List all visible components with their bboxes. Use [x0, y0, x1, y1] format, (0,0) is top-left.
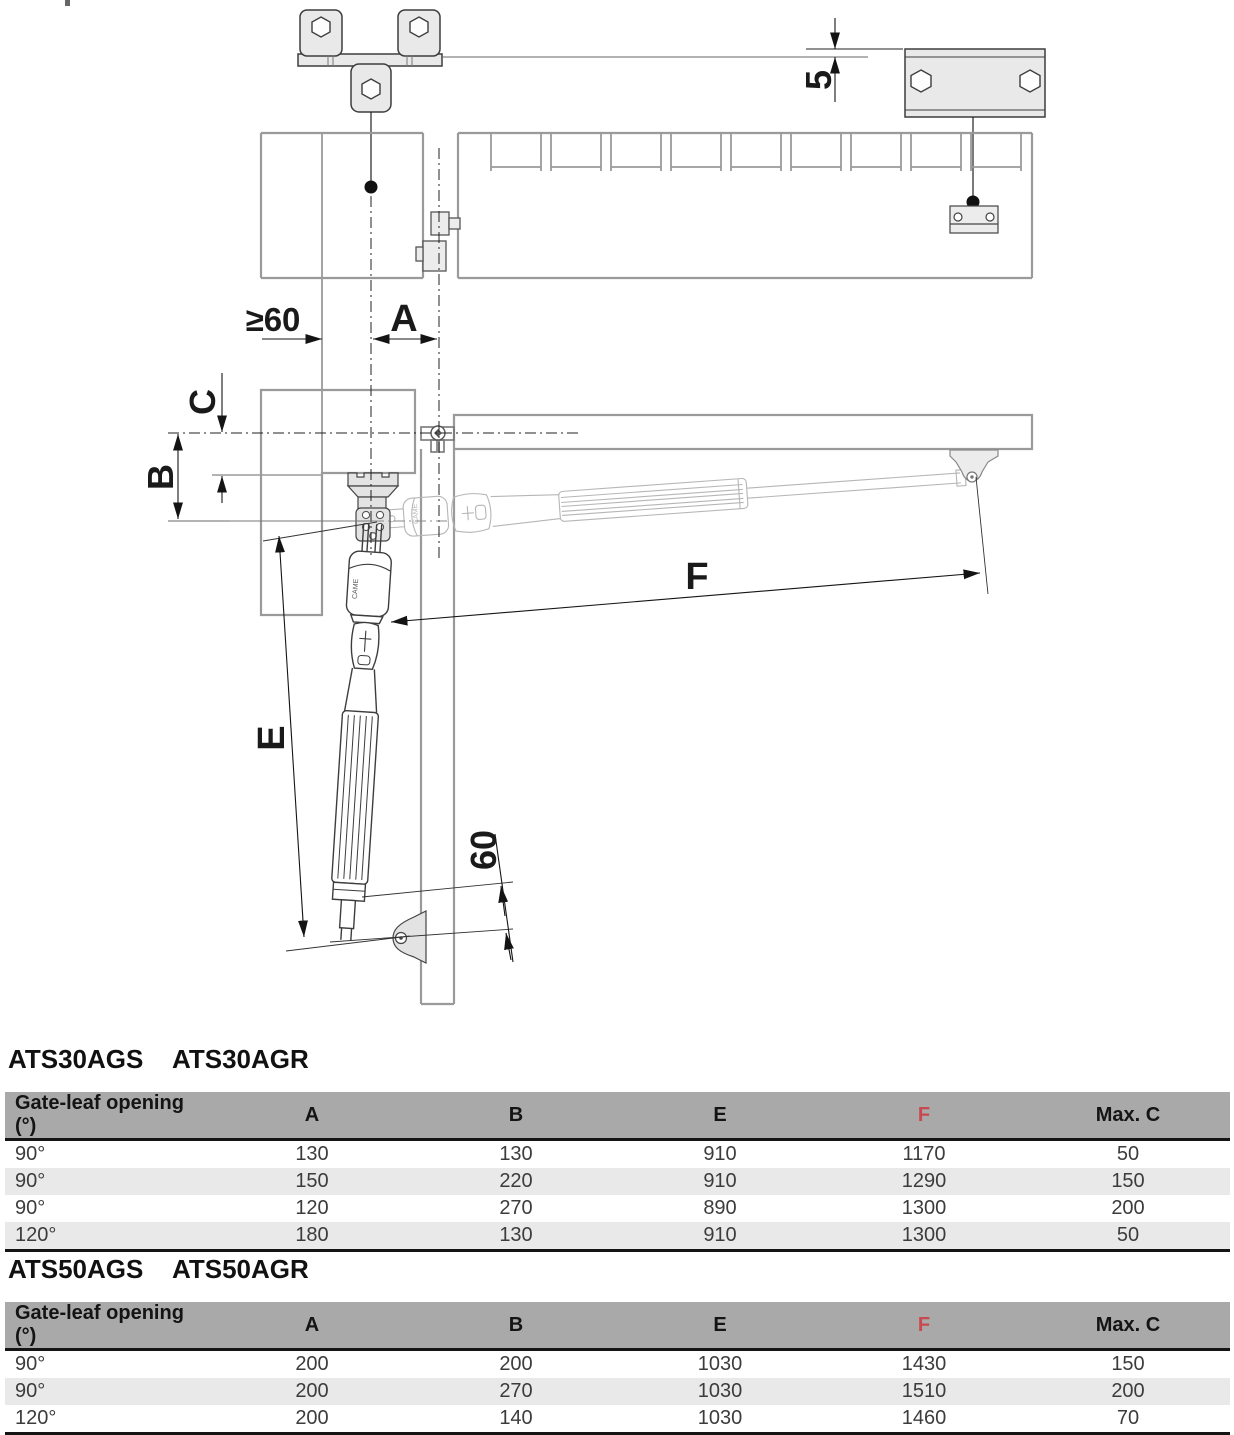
- model-heading-ats50: [8, 1254, 309, 1285]
- dim-label-e: E: [251, 725, 293, 751]
- col-max-c: Max. C: [1026, 1092, 1230, 1140]
- col-gate-leaf-opening: Gate-leaf opening (°): [5, 1302, 210, 1350]
- cell: 50: [1026, 1222, 1230, 1251]
- cell: 130: [414, 1222, 618, 1251]
- cell: 1030: [618, 1405, 822, 1434]
- rear-bracket-detail: [298, 10, 442, 112]
- table-row: [5, 1405, 1230, 1434]
- model-ats30ags: ATS30AGS: [8, 1044, 144, 1074]
- cell: 70: [1026, 1405, 1230, 1434]
- model-heading-ats30: [8, 1044, 309, 1075]
- dim-label-5: 5: [798, 69, 839, 91]
- spec-table-ats50: [5, 1302, 1230, 1435]
- cell: 200: [1111, 1197, 1145, 1219]
- dim-label-f: F: [685, 556, 709, 598]
- model-ats50ags: ATS50AGS: [8, 1254, 144, 1284]
- cell: 1300: [822, 1222, 1026, 1251]
- col-f: F: [822, 1092, 1026, 1140]
- dim-label-b: B: [140, 464, 181, 490]
- cell: 130: [295, 1143, 329, 1165]
- cell: 1290: [901, 1170, 947, 1192]
- table-row: [5, 1168, 1230, 1195]
- col-a: A: [210, 1302, 414, 1350]
- col-b: B: [414, 1092, 618, 1140]
- dim-label-60: 60: [463, 829, 504, 871]
- cell: 150: [1111, 1353, 1145, 1375]
- cell: 180: [210, 1222, 414, 1251]
- table-row: [5, 1195, 1230, 1222]
- cell: 910: [618, 1222, 822, 1251]
- gate-bracket-closed: [950, 450, 998, 482]
- cell: 150: [1111, 1170, 1145, 1192]
- dim-5: [798, 18, 839, 102]
- extension-lines: [168, 475, 988, 951]
- col-e: E: [618, 1302, 822, 1350]
- cell: 90°: [15, 1380, 46, 1402]
- col-b: B: [414, 1302, 618, 1350]
- dim-label-post-min: ≥60: [245, 301, 301, 338]
- post-bracket: [348, 473, 398, 541]
- brand-label-ghost: CAME: [411, 503, 421, 525]
- col-max-c: Max. C: [1026, 1302, 1230, 1350]
- spec-table-ats30: [5, 1092, 1230, 1252]
- cell: 220: [499, 1170, 533, 1192]
- col-f: F: [822, 1302, 1026, 1350]
- cell: 910: [703, 1170, 737, 1192]
- brand-label-open: CAME: [351, 578, 361, 600]
- col-gate-leaf-opening: Gate-leaf opening (°): [5, 1092, 210, 1140]
- cell: 200: [210, 1405, 414, 1434]
- cell: 200: [295, 1353, 329, 1375]
- edge-artifact: [65, 0, 70, 6]
- model-ats30agr: ATS30AGR: [172, 1044, 309, 1074]
- cell: 1430: [901, 1353, 947, 1375]
- cell: 1030: [697, 1353, 743, 1375]
- cell: 90°: [15, 1143, 46, 1165]
- cell: 120: [295, 1197, 329, 1219]
- cell: 890: [703, 1197, 737, 1219]
- table-row: [5, 1140, 1230, 1169]
- gate-pickets: [491, 133, 1021, 171]
- cell: 120°: [5, 1222, 210, 1251]
- cell: 270: [499, 1197, 533, 1219]
- table-header-row: [5, 1092, 1230, 1140]
- cell: 130: [499, 1143, 533, 1165]
- gate-plate-small: [950, 206, 998, 233]
- cell: 90°: [15, 1353, 46, 1375]
- table-row: [5, 1350, 1230, 1379]
- cell: 90°: [15, 1170, 46, 1192]
- leader-dot-left: [365, 181, 378, 194]
- cell: 1510: [901, 1380, 947, 1402]
- cell: 140: [414, 1405, 618, 1434]
- actuator-closed-ghost: [384, 458, 967, 538]
- table-row: [5, 1378, 1230, 1405]
- actuator-open: [325, 523, 394, 942]
- table-row: [5, 1222, 1230, 1251]
- col-a: A: [210, 1092, 414, 1140]
- cell: 1030: [697, 1380, 743, 1402]
- cell: 90°: [15, 1197, 46, 1219]
- cell: 910: [703, 1143, 737, 1165]
- cell: 200: [1111, 1380, 1145, 1402]
- col-e: E: [618, 1092, 822, 1140]
- dim-label-c: C: [182, 389, 223, 415]
- cell: 200: [295, 1380, 329, 1402]
- front-plate-detail: [905, 49, 1045, 117]
- cell: 120°: [5, 1405, 210, 1434]
- dim-label-a: A: [390, 298, 418, 340]
- table-header-row: [5, 1302, 1230, 1350]
- model-ats50agr: ATS50AGR: [172, 1254, 309, 1284]
- cell: 1300: [901, 1197, 947, 1219]
- cell: 1460: [822, 1405, 1026, 1434]
- cell: 270: [499, 1380, 533, 1402]
- cell: 1170: [902, 1143, 946, 1165]
- cell: 150: [295, 1170, 329, 1192]
- cell: 50: [1116, 1143, 1140, 1165]
- cell: 200: [499, 1353, 533, 1375]
